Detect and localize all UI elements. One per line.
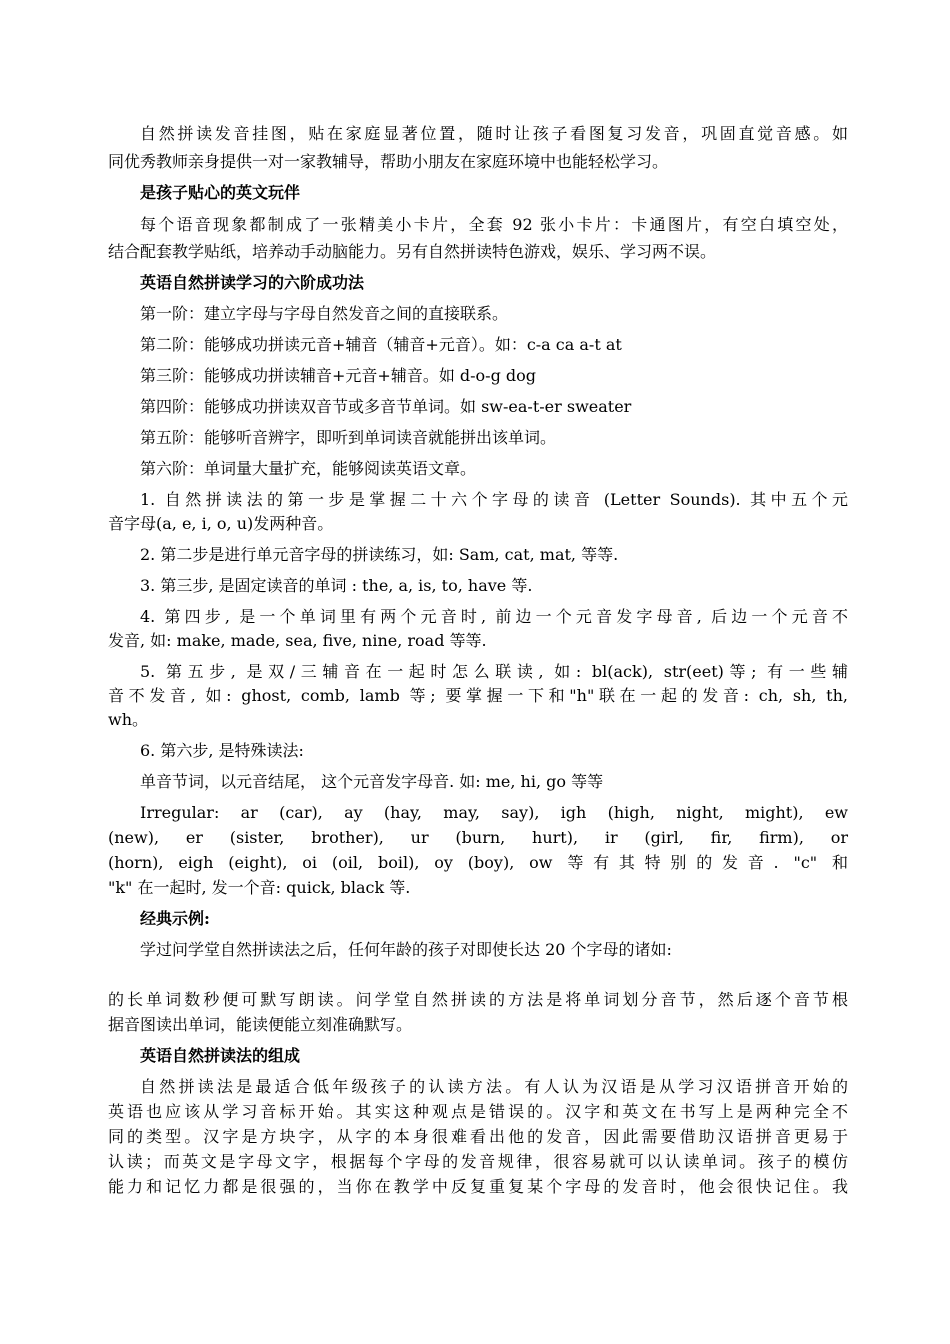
- numbered-item-line: 发音, 如: make, made, sea, five, nine, road 等等.: [108, 631, 487, 650]
- section-heading: 英语自然拼读学习的六阶成功法: [140, 273, 365, 292]
- paragraph-line: 单音节词，以元音结尾， 这个元音发字母音. 如: me, hi, go 等等: [140, 772, 604, 791]
- step-line: 第六阶：单词量大量扩充，能够阅读英语文章。: [140, 459, 477, 478]
- paragraph-line: 同的类型。汉字是方块字，从字的本身很难看出他的发音，因此需要借助汉语拼音更易于: [108, 1127, 848, 1146]
- irregular-line: Irregular: ar (car), ay (hay, may, say), igh (high, night, might), ew: [140, 803, 848, 822]
- paragraph-line: 自然拼读法是最适合低年级孩子的认读方法。有人认为汉语是从学习汉语拼音开始的: [140, 1077, 848, 1096]
- paragraph-line: 同优秀教师亲身提供一对一家教辅导，帮助小朋友在家庭环境中也能轻松学习。: [108, 152, 669, 171]
- paragraph-line: 结合配套教学贴纸，培养动手动脑能力。另有自然拼读特色游戏，娱乐、学习两不误。: [108, 242, 717, 261]
- section-heading: 是孩子贴心的英文玩伴: [140, 183, 301, 202]
- paragraph-line: 英语也应该从学习音标开始。其实这种观点是错误的。汉字和英文在书写上是两种完全不: [108, 1102, 848, 1121]
- example-line: 据音图读出单词，能读便能立刻准确默写。: [108, 1015, 413, 1034]
- numbered-item-line: 音字母(a, e, i, o, u)发两种音。: [108, 514, 334, 533]
- step-line: 第四阶：能够成功拼读双音节或多音节单词。如 sw-ea-t-er sweater: [140, 397, 632, 416]
- numbered-item-line: 6. 第六步, 是特殊读法:: [140, 741, 304, 760]
- numbered-item-line: 5. 第五步, 是双/三辅音在一起时怎么联读, 如: bl(ack), str(eet)等; 有一些辅: [140, 662, 848, 681]
- paragraph-line: 每个语音现象都制成了一张精美小卡片，全套 92 张小卡片：卡通图片，有空白填空处，: [140, 215, 848, 234]
- numbered-item-line: 1. 自然拼读法的第一步是掌握二十六个字母的读音 (Letter Sounds). 其中五个元: [140, 490, 848, 509]
- step-line: 第三阶：能够成功拼读辅音+元音+辅音。如 d-o-g dog: [140, 366, 537, 385]
- irregular-line: (horn), eigh (eight), oi (oil, boil), oy (boy), ow 等有其特别的发音. "c" 和: [108, 853, 848, 872]
- numbered-item-line: wh。: [108, 710, 149, 729]
- example-line: 的长单词数秒便可默写朗读。问学堂自然拼读的方法是将单词划分音节，然后逐个音节根: [108, 990, 848, 1009]
- example-line: 学过问学堂自然拼读法之后，任何年龄的孩子对即使长达 20 个字母的诸如:: [140, 940, 672, 959]
- section-heading: 英语自然拼读法的组成: [140, 1046, 301, 1065]
- paragraph-line: 认读；而英文是字母文字，根据每个字母的发音规律，很容易就可以认读单词。孩子的模仿: [108, 1152, 848, 1171]
- section-heading: 经典示例:: [140, 909, 210, 928]
- irregular-line: (new), er (sister, brother), ur (burn, hurt), ir (girl, fir, firm), or: [108, 828, 848, 847]
- paragraph-line: 自然拼读发音挂图，贴在家庭显著位置，随时让孩子看图复习发音，巩固直觉音感。如: [140, 124, 848, 143]
- step-line: 第二阶：能够成功拼读元音+辅音（辅音+元音）。如：c-a ca a-t at: [140, 335, 622, 354]
- step-line: 第一阶：建立字母与字母自然发音之间的直接联系。: [140, 304, 509, 323]
- step-line: 第五阶：能够听音辨字，即听到单词读音就能拼出该单词。: [140, 428, 557, 447]
- paragraph-line: 能力和记忆力都是很强的，当你在教学中反复重复某个字母的发音时，他会很快记住。我: [108, 1177, 848, 1196]
- irregular-line: "k" 在一起时, 发一个音: quick, black 等.: [108, 878, 411, 897]
- numbered-item-line: 4. 第四步, 是一个单词里有两个元音时, 前边一个元音发字母音, 后边一个元音不: [140, 607, 848, 626]
- numbered-item-line: 2. 第二步是进行单元音字母的拼读练习，如: Sam, cat, mat, 等等.: [140, 545, 619, 564]
- numbered-item-line: 音不发音, 如: ghost, comb, lamb 等; 要掌握一下和"h"联在一起的发音: ch, sh, th,: [108, 686, 848, 705]
- numbered-item-line: 3. 第三步, 是固定读音的单词 : the, a, is, to, have 等.: [140, 576, 533, 595]
